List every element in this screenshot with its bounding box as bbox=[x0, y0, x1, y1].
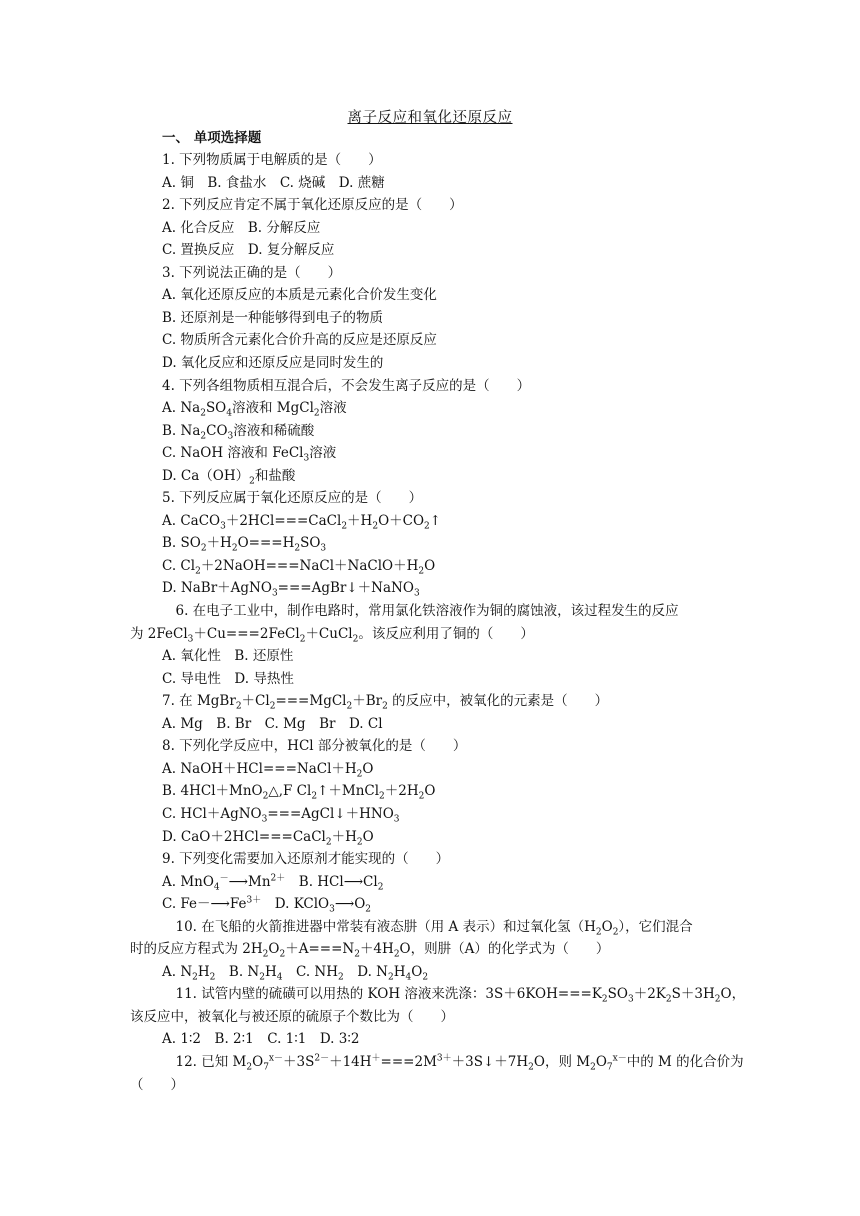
text-line: 8. 下列化学反应中，HCl 部分被氧化的是（ ） bbox=[162, 738, 467, 754]
text-line: D. $CaO+2HCl===CaCl_2+H_2O$ bbox=[162, 829, 374, 848]
text-line: 时的反应方程式为 $2H_2O_2+A===N_2+4H_2O$，则肼（A）的化学式为（ ） bbox=[130, 941, 610, 960]
text-line: A. $N_2H_2$ B. $N_2H_4$ C. $NH_2$ D. $N_2H_4O_2$ bbox=[162, 964, 429, 983]
text-line: D. NaBr＋AgNO$_3$===AgBr↓＋NaNO$_3$ bbox=[162, 580, 420, 599]
text-line: 5. 下列反应属于氧化还原反应的是（ ） bbox=[162, 490, 423, 506]
text-line: A. 化合反应 B. 分解反应 bbox=[162, 220, 321, 236]
text-line: （ ） bbox=[130, 1077, 184, 1093]
text-line: 9. 下列变化需要加入还原剂才能实现的（ ） bbox=[162, 851, 450, 867]
text-line: C. $HCl+AgNO_3===AgCl↓+HNO_3$ bbox=[162, 806, 400, 825]
text-line: A. $MnO_4^-⟶Mn^{2+}$ B. $HCl⟶Cl_2$ bbox=[162, 873, 384, 893]
text-line: A. $NaOH+HCl===NaCl+H_2O$ bbox=[162, 761, 374, 780]
section-heading: 一、 单项选择题 bbox=[162, 130, 262, 146]
text-line: C. $Cl_2+2NaOH===NaCl+NaClO+H_2O$ bbox=[162, 558, 436, 577]
text-line: C. $Fe-⟶Fe^{3+}$ D. $KClO_3⟶O_2$ bbox=[162, 895, 372, 915]
document-title: 离子反应和氧化还原反应 bbox=[347, 110, 513, 126]
text-line: 4. 下列各组物质相互混合后，不会发生离子反应的是（ ） bbox=[162, 378, 531, 394]
text-line: A. 1∶2 B. 2∶1 C. 1∶1 D. 3∶2 bbox=[162, 1031, 360, 1047]
text-line: 10. 在飞船的火箭推进器中常装有液态肼（用 A 表示）和过氧化氢$(H_2O_2)$，它们混合 bbox=[162, 919, 693, 938]
text-line: A. 氧化性 B. 还原性 bbox=[162, 648, 294, 664]
text-line: B. 还原剂是一种能够得到电子的物质 bbox=[162, 310, 384, 326]
text-line: 6. 在电子工业中，制作电路时，常用氯化铁溶液作为铜的腐蚀液，该过程发生的反应 bbox=[162, 603, 679, 619]
text-line: B. $SO_2+H_2O===H_2SO_3$ bbox=[162, 535, 327, 554]
text-line: 2. 下列反应肯定不属于氧化还原反应的是（ ） bbox=[162, 197, 463, 213]
text-line: 1. 下列物质属于电解质的是（ ） bbox=[162, 152, 382, 168]
text-line: C. 导电性 D. 导热性 bbox=[162, 671, 294, 687]
text-line: 为 2FeCl$_3$＋Cu===2FeCl$_2$＋CuCl$_2$。该反应利用了铜的（ ） bbox=[130, 626, 534, 645]
text-line: D. 氧化反应和还原反应是同时发生的 bbox=[162, 355, 384, 371]
text-line: A. 氧化还原反应的本质是元素化合价发生变化 bbox=[162, 287, 437, 303]
text-line: B. $Na_2CO_3$溶液和稀硫酸 bbox=[162, 423, 315, 442]
text-line: A. Mg B. Br C. Mg Br D. Cl bbox=[162, 716, 383, 732]
text-line: 11. 试管内壁的硫磺可以用热的 KOH 溶液来洗涤：$3S+6KOH===K_2SO_3+2K_2S+3H_2O$， bbox=[162, 986, 746, 1005]
text-line: C. NaOH 溶液和 FeCl$_3$溶液 bbox=[162, 445, 337, 464]
text-line: D. $Ca(OH)_2$和盐酸 bbox=[162, 468, 296, 487]
text-line: A. $CaCO_3+2HCl===CaCl_2+H_2O+CO_2↑$ bbox=[162, 513, 442, 532]
text-line: 该反应中，被氧化与被还原的硫原子个数比为（ ） bbox=[130, 1009, 454, 1025]
text-line: 3. 下列说法正确的是（ ） bbox=[162, 265, 342, 281]
text-line: B. 4HCl＋MnO$_2$△,F $Cl_2↑+MnCl_2+2H_2O$ bbox=[162, 783, 436, 802]
text-line: A. 铜 B. 食盐水 C. 烧碱 D. 蔗糖 bbox=[162, 175, 385, 191]
text-line: 7. 在 $MgBr_2+Cl_2===MgCl_2+Br_2$ 的反应中，被氧化的元素是（ ） bbox=[162, 693, 609, 712]
text-line: C. 置换反应 D. 复分解反应 bbox=[162, 242, 335, 258]
text-line: C. 物质所含元素化合价升高的反应是还原反应 bbox=[162, 332, 437, 348]
text-line: 12. 已知 $M_2O_7^{x-}+3S^{2-}+14H^+===2M^{3+}+3S↓+7H_2O$，则 $M_2O_7^{x-}$中的 M 的化合价为 bbox=[162, 1053, 744, 1073]
text-line: A. $Na_2SO_4$溶液和 MgCl$_2$溶液 bbox=[162, 400, 347, 419]
